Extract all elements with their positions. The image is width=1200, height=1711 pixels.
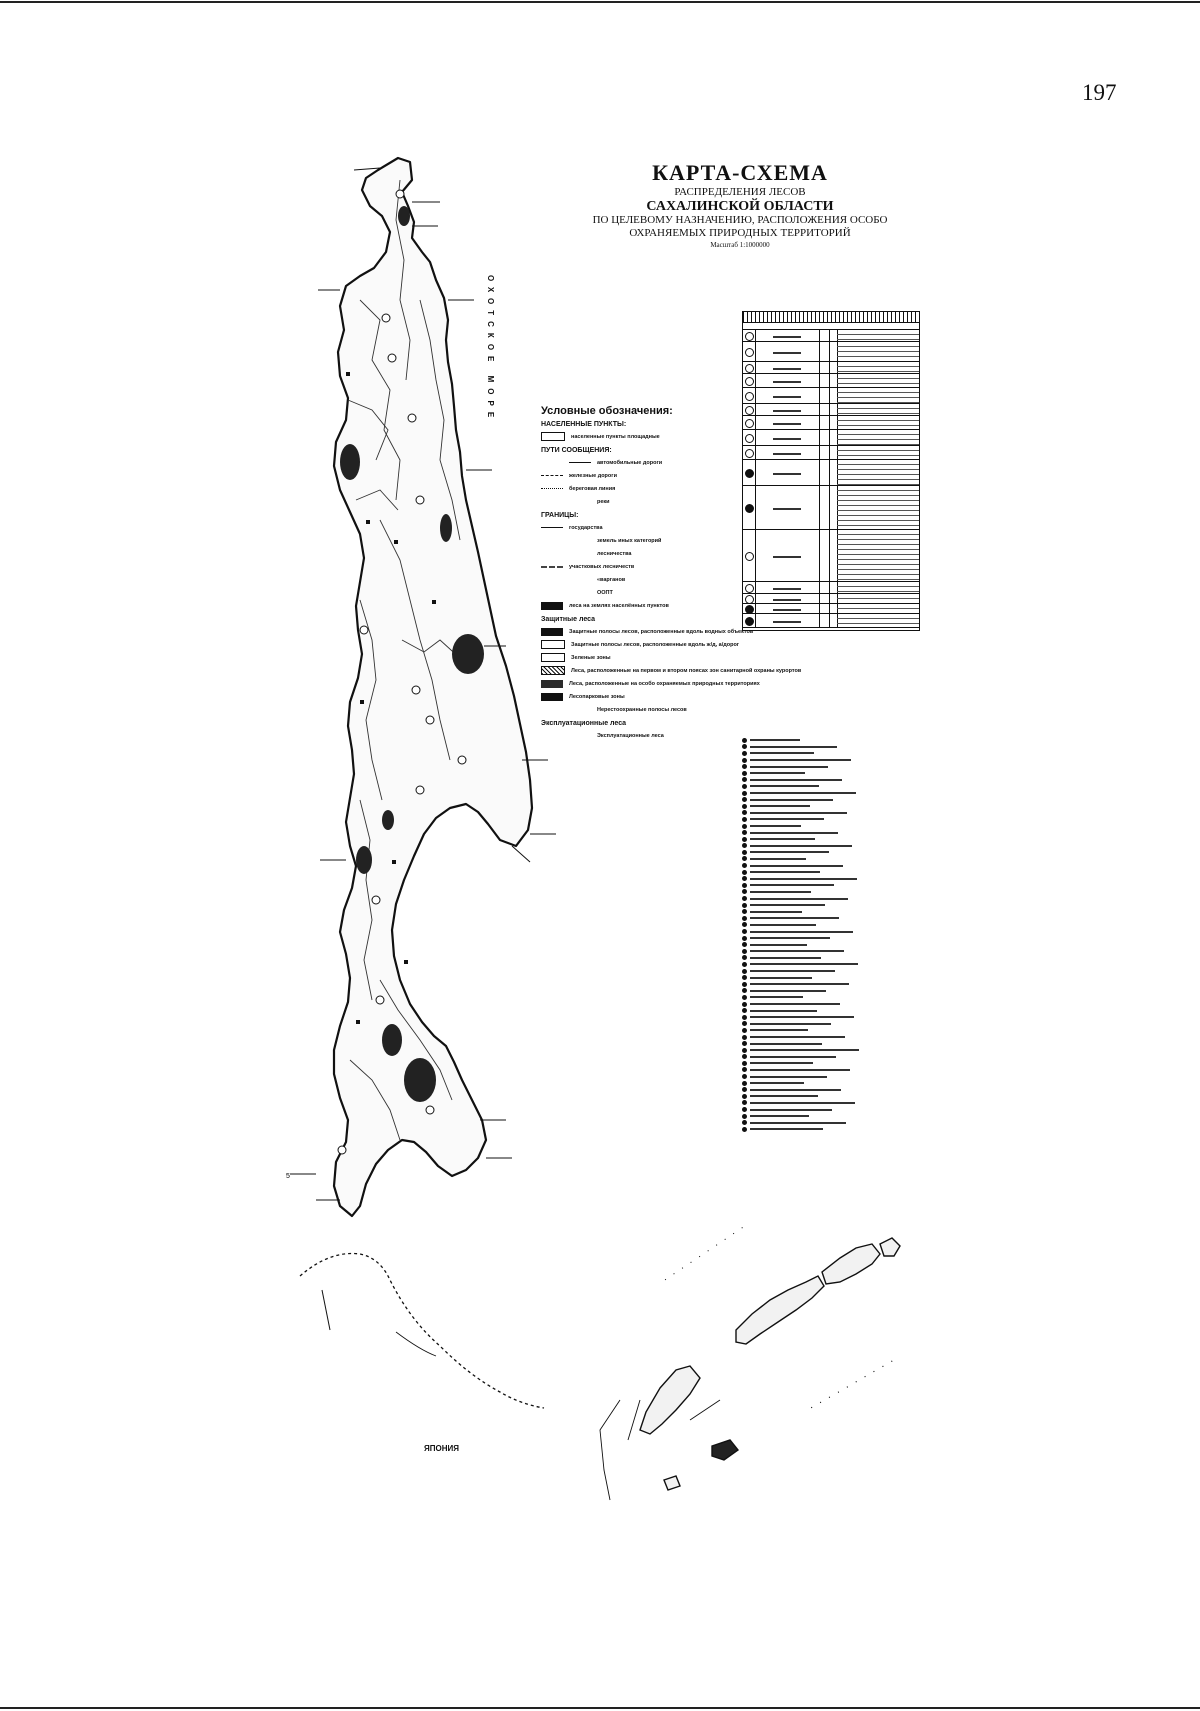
list-item (742, 816, 872, 823)
legend-label: реки (597, 498, 610, 505)
bullet-icon (742, 830, 747, 835)
table-row (743, 604, 919, 614)
list-item (742, 1093, 872, 1100)
bullet-icon (742, 1074, 747, 1079)
legend-label: участковых лесничеств (569, 563, 635, 570)
map-title: КАРТА-СХЕМА (652, 160, 828, 185)
list-item (742, 856, 872, 863)
bullet-icon (742, 889, 747, 894)
district-border-2-symbol (569, 576, 591, 584)
list-item (742, 1080, 872, 1087)
bullet-icon (742, 903, 747, 908)
forestry-border-symbol (569, 550, 591, 558)
forestry-reference-table (742, 311, 920, 631)
legend-label: ООПТ (597, 589, 613, 596)
list-item (742, 922, 872, 929)
list-item (742, 744, 872, 751)
map-subtitle-3: ПО ЦЕЛЕВОМУ НАЗНАЧЕНИЮ, РАСПОЛОЖЕНИЯ ОСОБО (592, 214, 888, 226)
bullet-icon (742, 1028, 747, 1033)
oopt-circle-icon (745, 469, 754, 478)
table-row (743, 614, 919, 628)
auto-road-symbol (569, 462, 591, 463)
table-row (743, 388, 919, 404)
legend-row-protective-2 (541, 638, 881, 651)
list-item (742, 882, 872, 889)
list-item (742, 1113, 872, 1120)
oopt-circle-icon (745, 434, 754, 443)
legend-borders-header: ГРАНИЦЫ: (541, 512, 579, 519)
lands-border-symbol (569, 537, 591, 545)
list-item (742, 777, 872, 784)
kuril-islands (640, 1238, 900, 1490)
table-row (743, 404, 919, 416)
list-item (742, 1073, 872, 1080)
oopt-circle-icon (745, 332, 754, 341)
legend-row-protective-6 (541, 690, 881, 703)
bullet-icon (742, 909, 747, 914)
list-item (742, 875, 872, 882)
bullet-icon (742, 1100, 747, 1105)
bullet-icon (742, 988, 747, 993)
bullet-icon (742, 758, 747, 763)
list-item (742, 895, 872, 902)
bullet-icon (742, 942, 747, 947)
legend-label: береговая линия (569, 485, 616, 492)
settlement-forest-symbol (541, 602, 563, 610)
river-symbol (569, 498, 591, 506)
japan-border-line (322, 1290, 330, 1330)
bullet-icon (742, 824, 747, 829)
oopt-circle-icon (745, 348, 754, 357)
bullet-icon (742, 982, 747, 987)
list-item (742, 968, 872, 975)
table-row (743, 430, 919, 446)
list-item (742, 1119, 872, 1126)
bullet-icon (742, 777, 747, 782)
bullet-icon (742, 1087, 747, 1092)
railroad-symbol (541, 475, 563, 476)
oopt-circle-icon (745, 584, 754, 593)
bullet-icon (742, 1041, 747, 1046)
legend-label: земель иных категорий (597, 537, 662, 544)
list-item (742, 849, 872, 856)
legend-label: Защитные полосы лесов, расположенные вдоль водных объектов (569, 628, 754, 635)
oopt-circle-icon (745, 419, 754, 428)
list-item (742, 823, 872, 830)
list-item (742, 1027, 872, 1034)
hokkaido-coast (300, 1253, 544, 1408)
map-subtitle-2: САХАЛИНСКОЙ ОБЛАСТИ (646, 199, 834, 214)
bullet-icon (742, 1035, 747, 1040)
oopt-circle-icon (745, 552, 754, 561)
bullet-icon (742, 936, 747, 941)
table-row (743, 446, 919, 460)
bullet-icon (742, 1015, 747, 1020)
list-item (742, 869, 872, 876)
list-item (742, 1106, 872, 1113)
oopt-circle-icon (745, 392, 754, 401)
okhotsk-sea-label: ОХОТСКОЕ МОРЕ (486, 275, 495, 424)
legend-exploitation-header: Эксплуатационные леса (541, 720, 627, 727)
bullet-icon (742, 738, 747, 743)
bullet-icon (742, 744, 747, 749)
spawning-symbol (569, 706, 591, 714)
legend-label: Леса, расположенные на особо охраняемых природных территориях (569, 680, 760, 687)
legend-row-protective-7 (541, 703, 881, 716)
list-item (742, 1054, 872, 1061)
oopt-circle-icon (745, 449, 754, 458)
oopt-forest-symbol (541, 680, 563, 688)
legend-label: государства (569, 524, 603, 531)
district-border-symbol (541, 566, 563, 568)
bullet-icon (742, 1120, 747, 1125)
list-item (742, 1086, 872, 1093)
bullet-icon (742, 784, 747, 789)
bullet-icon (742, 1067, 747, 1072)
legend-label: железные дороги (569, 472, 617, 479)
list-item (742, 737, 872, 744)
list-item (742, 988, 872, 995)
page-number: 197 (1082, 80, 1117, 105)
oopt-circle-icon (745, 595, 754, 604)
bullet-icon (742, 771, 747, 776)
table-row (743, 330, 919, 342)
list-item (742, 1007, 872, 1014)
bullet-icon (742, 929, 747, 934)
coord-label: 5 (286, 1173, 290, 1180)
list-item (742, 757, 872, 764)
table-row (743, 342, 919, 362)
bullet-icon (742, 883, 747, 888)
list-item (742, 810, 872, 817)
settlement-symbol (541, 432, 565, 441)
legend-title: Условные обозначения: (541, 405, 673, 417)
pacific-label: · · · · · · · · · · (809, 1356, 898, 1412)
list-item (742, 836, 872, 843)
legend-label: Зеленые зоны (571, 654, 611, 661)
bullet-icon (742, 1002, 747, 1007)
table-row (743, 416, 919, 430)
table-body (743, 330, 919, 628)
bullet-icon (742, 922, 747, 927)
list-item (742, 981, 872, 988)
bullet-icon (742, 804, 747, 809)
table-subheader (743, 323, 919, 330)
legend-protective-header: Защитные леса (541, 616, 595, 623)
bullet-icon (742, 962, 747, 967)
oopt-symbol (569, 589, 591, 597)
kuril-sea-label: · · · · · · · · · · (663, 1223, 749, 1284)
water-protective-symbol (541, 628, 563, 636)
list-item (742, 1001, 872, 1008)
list-item (742, 862, 872, 869)
bullet-icon (742, 1081, 747, 1086)
bullet-icon (742, 969, 747, 974)
bullet-icon (742, 843, 747, 848)
legend-label: Лесопарковые зоны (569, 693, 625, 700)
bullet-icon (742, 1107, 747, 1112)
list-item (742, 829, 872, 836)
legend-label: Эксплуатационные леса (597, 732, 664, 739)
bullet-icon (742, 856, 747, 861)
table-row (743, 486, 919, 530)
bullet-icon (742, 995, 747, 1000)
bullet-icon (742, 850, 747, 855)
bullet-icon (742, 896, 747, 901)
bullet-icon (742, 1114, 747, 1119)
list-item (742, 803, 872, 810)
list-item (742, 994, 872, 1001)
legend-row-protective-5 (541, 677, 881, 690)
legend-label: автомобильные дороги (597, 459, 663, 466)
list-item (742, 1067, 872, 1074)
legend-label: Леса, расположенные на первом и втором поясах зон санитарной охраны курортов (571, 667, 802, 674)
legend-label: населенные пункты площадные (571, 433, 660, 440)
japan-shoreline (396, 1332, 436, 1356)
bullet-icon (742, 876, 747, 881)
list-item (742, 763, 872, 770)
table-row (743, 460, 919, 486)
green-zone-symbol (541, 653, 565, 662)
table-row (743, 374, 919, 388)
list-item (742, 750, 872, 757)
legend-settlements-header: НАСЕЛЕННЫЕ ПУНКТЫ: (541, 421, 627, 428)
table-row (743, 362, 919, 374)
state-border-symbol (541, 527, 563, 528)
list-item (742, 1014, 872, 1021)
bullet-icon (742, 949, 747, 954)
list-item (742, 889, 872, 896)
list-item (742, 908, 872, 915)
map-subtitle-1: РАСПРЕДЕЛЕНИЯ ЛЕСОВ (674, 186, 806, 198)
oopt-reference-list (742, 737, 872, 1133)
list-item (742, 915, 872, 922)
list-item (742, 783, 872, 790)
list-item (742, 1021, 872, 1028)
list-item (742, 955, 872, 962)
bullet-icon (742, 955, 747, 960)
bullet-icon (742, 1008, 747, 1013)
bullet-icon (742, 1061, 747, 1066)
forest-park-symbol (541, 693, 563, 701)
legend-label: леса на землях населённых пунктов (569, 602, 669, 609)
list-item (742, 935, 872, 942)
legend-label: Защитные полосы лесов, расположенные вдоль ж/д, а/дорог (571, 641, 740, 648)
japan-label: ЯПОНИЯ (424, 1444, 459, 1453)
bullet-icon (742, 1127, 747, 1132)
list-item (742, 948, 872, 955)
bullet-icon (742, 810, 747, 815)
list-item (742, 1126, 872, 1133)
list-item (742, 928, 872, 935)
list-item (742, 790, 872, 797)
list-item (742, 770, 872, 777)
table-row (743, 582, 919, 594)
oopt-circle-icon (745, 364, 754, 373)
legend-label: «варганов (597, 576, 626, 583)
table-row (743, 530, 919, 582)
bullet-icon (742, 797, 747, 802)
coastline-symbol (541, 488, 563, 489)
list-item (742, 902, 872, 909)
bullet-icon (742, 1054, 747, 1059)
oopt-circle-icon (745, 617, 754, 626)
oopt-circle-icon (745, 377, 754, 386)
legend-label: лесничества (597, 550, 632, 557)
bullet-icon (742, 870, 747, 875)
legend-roads-header: ПУТИ СООБЩЕНИЯ: (541, 447, 612, 454)
list-item (742, 974, 872, 981)
list-item (742, 796, 872, 803)
list-item (742, 941, 872, 948)
resort-zone-symbol (541, 666, 565, 675)
bullet-icon (742, 863, 747, 868)
table-row (743, 594, 919, 604)
list-item (742, 843, 872, 850)
bullet-icon (742, 791, 747, 796)
bullet-icon (742, 764, 747, 769)
table-header (743, 312, 919, 323)
exploitation-symbol (569, 732, 591, 740)
map-scale: Масштаб 1:1000000 (710, 241, 770, 249)
list-item (742, 1060, 872, 1067)
bullet-icon (742, 916, 747, 921)
bullet-icon (742, 1094, 747, 1099)
road-protective-symbol (541, 640, 565, 649)
bullet-icon (742, 975, 747, 980)
legend-label: Нерестоохранные полосы лесов (597, 706, 687, 713)
list-item (742, 961, 872, 968)
oopt-circle-icon (745, 406, 754, 415)
map-subtitle-4: ОХРАНЯЕМЫХ ПРИРОДНЫХ ТЕРРИТОРИЙ (629, 227, 851, 239)
list-item (742, 1047, 872, 1054)
oopt-circle-icon (745, 605, 754, 614)
bullet-icon (742, 1021, 747, 1026)
bullet-icon (742, 837, 747, 842)
list-item (742, 1034, 872, 1041)
list-item (742, 1040, 872, 1047)
legend-row-protective-4 (541, 664, 881, 677)
bullet-icon (742, 751, 747, 756)
legend-row-protective-3 (541, 651, 881, 664)
list-item (742, 1100, 872, 1107)
bullet-icon (742, 817, 747, 822)
map-frame-line (354, 168, 380, 170)
oopt-circle-icon (745, 504, 754, 513)
bullet-icon (742, 1048, 747, 1053)
